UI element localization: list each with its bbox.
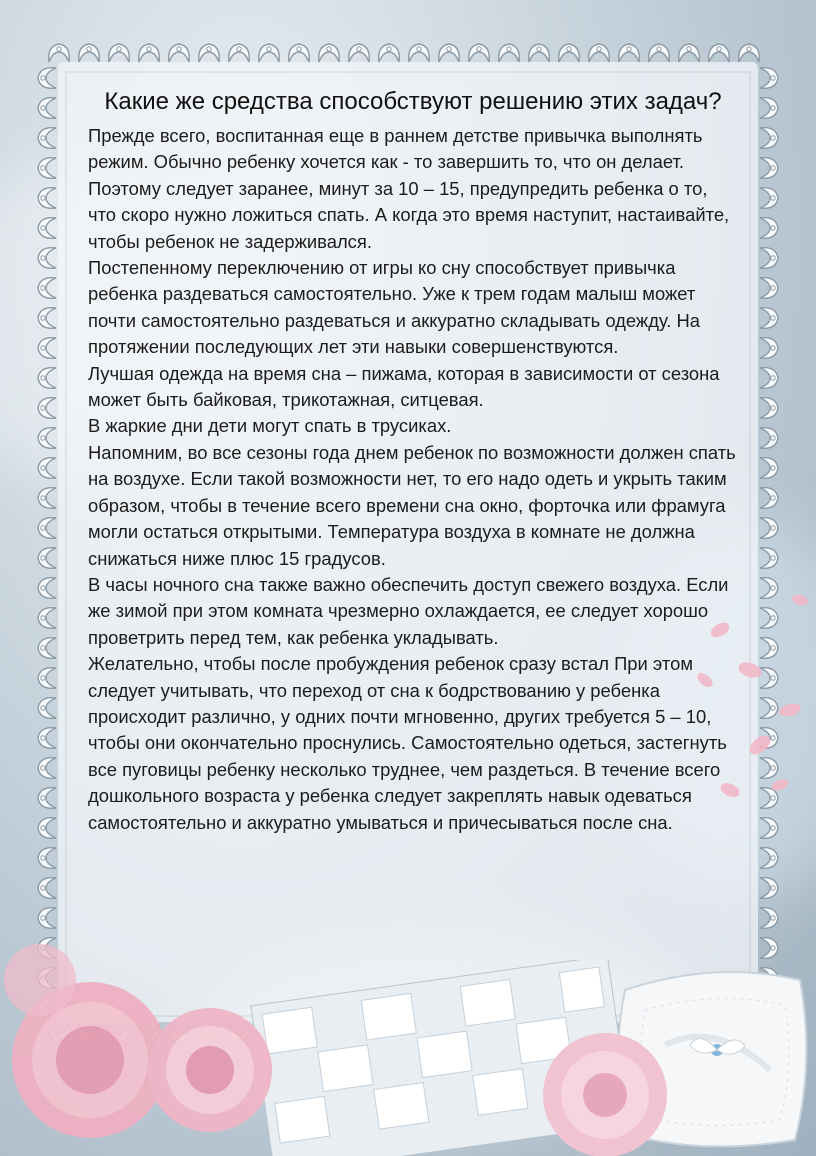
paragraph: Лучшая одежда на время сна – пижама, которая в зависимости от сезона может быть байковая, трикотажная, ситцевая. <box>88 362 720 411</box>
paragraph: Постепенному переключению от игры ко сну способствует привычка ребенка раздеваться самостоятельно. Уже к трем годам малыш может почти самостоятельно раздеваться и аккуратно складывать одежду. На протяжении последующих лет эти навыки совершенствуются. <box>88 257 701 358</box>
page-title: Какие же средства способствуют решению этих задач? <box>104 88 722 115</box>
paragraph: Прежде всего, воспитанная еще в раннем детстве привычка выполнять режим. Обычно ребенку хочется как - то завершить то, что он делает. Поэтому следует заранее, минут за 10 – 15, предупредить ребенка о то, что скоро нужно ложиться спать. А когда это время наступит, настаивайте, чтобы ребенок не задерживался. <box>88 125 730 252</box>
paragraph: В часы ночного сна также важно обеспечить доступ свежего воздуха. Если же зимой при этом комната чрезмерно охлаждается, ее следует хорошо проветрить перед тем, как ребенка укладывать. <box>88 573 729 648</box>
paragraph: В жаркие дни дети могут спать в трусиках. <box>88 415 452 437</box>
paragraph: Желательно, чтобы после пробуждения ребенок сразу встал При этом следует учитывать, что переход от сна к бодрствованию у ребенка происходит различно, у одних почти мгновенно, других требуется 5 – 10, чтобы они окончательно проснулись. Самостоятельно одеться, застегнуть все пуговицы ребенку несколько труднее, чем раздеться. В течение всего дошкольного возраста у ребенка следует закреплять навык одеваться самостоятельно и аккуратно умываться и причесываться после сна. <box>88 653 727 833</box>
article-body <box>88 123 738 836</box>
paragraph: Напомним, во все сезоны года днем ребенок по возможности должен спать на воздухе. Если такой возможности нет, то его надо одеть и укрыть таким образом, чтобы в течение всего времени сна окно, форточка или фрамуга могли остаться открытыми. Температура воздуха в комнате не должна снижаться ниже плюс 15 градусов. <box>88 441 736 569</box>
article <box>88 86 738 836</box>
